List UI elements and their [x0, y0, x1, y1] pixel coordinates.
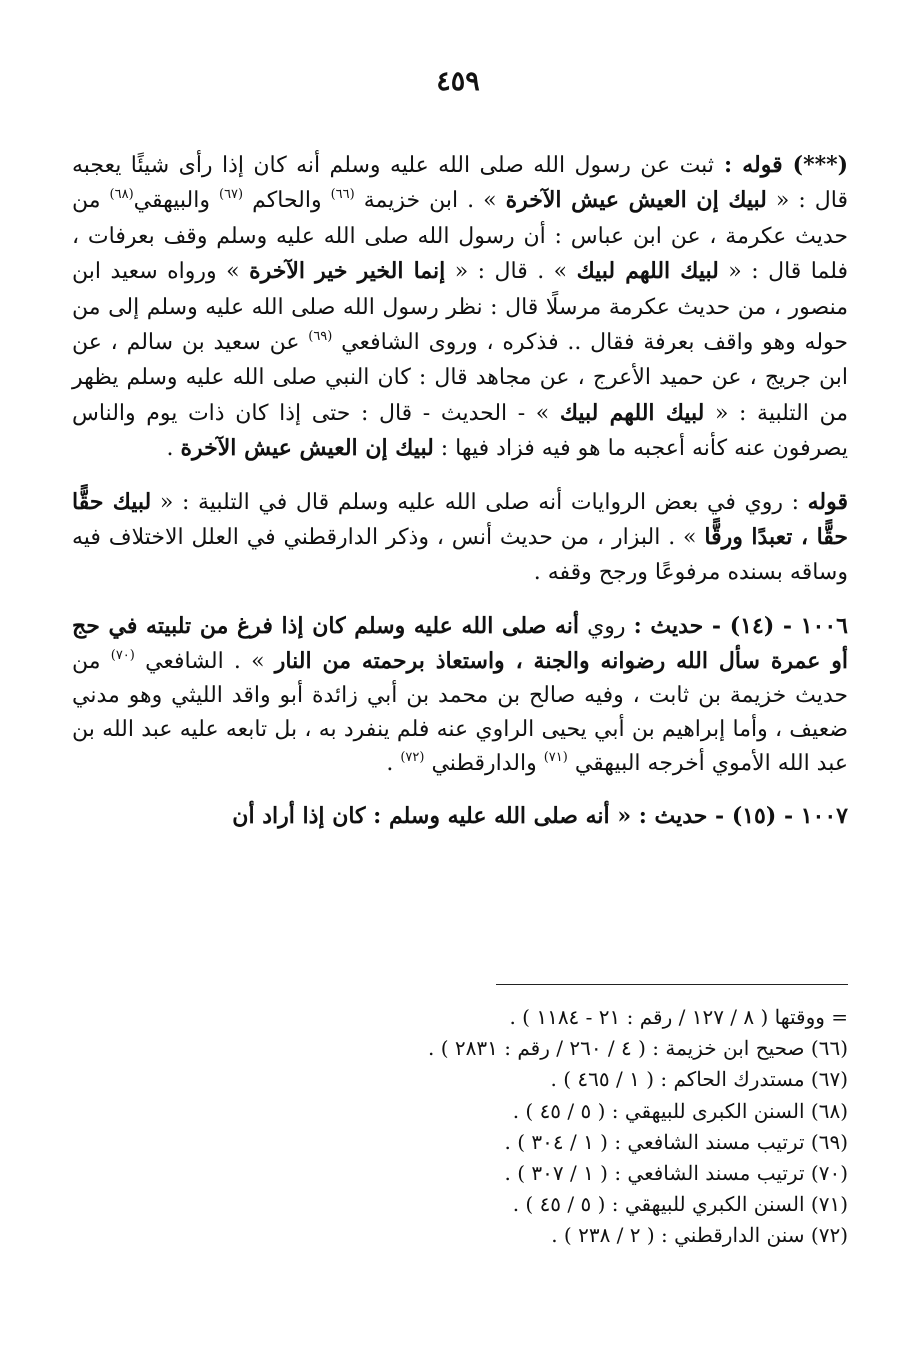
text-run: » . الشافعي [134, 648, 275, 674]
text-run: : روي في بعض الروايات أنه صلى الله عليه وسلم قال في التلبية : « [151, 489, 808, 515]
bold-text: (***) قوله : [713, 152, 848, 178]
bold-text: لبيك إن العيش عيش الآخرة [180, 435, 434, 462]
text-run: » ورواه سعيد ابن منصور ، من حديث عكرمة مرسلًا قال : نظر رسول الله صلى الله عليه وسلم إلى من حوله وهو واقف بعرفة فقال .. فذكره ، وروى الشافعي [72, 259, 848, 356]
text-run: من حديث خزيمة بن ثابت ، وفيه صالح بن محمد بن أبي زائدة أبو واقد الليثي وهو مدني ضعيف ، وأما إبراهيم بن أبي يحيى الراوي عنه فلم ينفرد به ، بل تابعه عليه عبد الله بن عبد الله الأموي أخرجه البيهقي [72, 648, 848, 776]
footnote-ref: (٦٦) [330, 187, 355, 203]
paragraph [72, 148, 848, 467]
text-run: » . ابن خزيمة [354, 188, 506, 214]
main-text [72, 148, 848, 834]
footnote: (٦٧) مستدرك الحاكم : ( ١ / ٤٦٥ ) . [550, 1067, 848, 1092]
paragraph [72, 609, 848, 781]
paragraph [72, 485, 848, 591]
text-run: والبيهقي [133, 188, 219, 214]
text-run: من حديث عكرمة ، عن ابن عباس : أن رسول الله صلى الله عليه وسلم وقف بعرفات ، فلما قال : « [72, 188, 848, 285]
text-run: روي [579, 613, 634, 639]
page-number: ٤٥٩ [436, 66, 480, 97]
text-run: عن سعيد بن سالم ، عن ابن جريج ، عن حميد الأعرج ، عن مجاهد قال : كان النبي صلى الله عليه وسلم يظهر من التلبية : « [72, 330, 848, 426]
footnote-ref: (٧١) [543, 749, 568, 765]
footnote: (٦٨) السنن الكبرى للبيهقي : ( ٥ / ٤٥ ) . [512, 1098, 848, 1123]
footnote: (٧١) السنن الكبري للبيهقي : ( ٥ / ٤٥ ) . [512, 1192, 848, 1217]
text-run: » . البزار ، من حديث أنس ، وذكر الدارقطني في العلل الاختلاف فيه وساقه بسنده مرفوعًا ورجح وقفه . [72, 525, 848, 586]
footnote-separator [496, 984, 848, 985]
bold-text: إنما الخير خير الآخرة [249, 258, 446, 285]
footnote-ref: (٧٠) [110, 647, 135, 663]
bold-text: ١٠٠٧ - (١٥) - حديث : « أنه صلى الله عليه وسلم : كان إذا أراد أن [232, 802, 848, 829]
footnote: (٧٠) ترتيب مسند الشافعي : ( ١ / ٣٠٧ ) . [504, 1161, 848, 1186]
bold-text: ١٠٠٦ - (١٤) - حديث : [633, 612, 848, 639]
text-run: والحاكم [243, 188, 331, 214]
footnote: (٧٢) سنن الدارقطني : ( ٢ / ٢٣٨ ) . [551, 1223, 848, 1248]
text-run: » - الحديث - قال : حتى إذا كان ذات يوم والناس يصرفون عنه كأنه أعجبه ما هو فيه فزاد فيها : [72, 400, 848, 462]
footnote-ref: (٦٩) [308, 329, 333, 345]
text-run: » . قال : « [445, 259, 577, 285]
bold-text: أنه صلى الله عليه وسلم كان إذا فرغ من تلبيته في حج أو عمرة سأل الله رضوانه والجنة ، واستعاذ برحمته من النار [72, 612, 848, 674]
bold-text: لبيك اللهم لبيك [576, 258, 719, 285]
bold-text: لبيك إن العيش عيش الآخرة [505, 187, 767, 214]
text-run: ثبت عن رسول الله صلى الله عليه وسلم أنه كان إذا رأى شيئًا يعجبه قال : « [72, 153, 848, 214]
text-run: . [166, 436, 181, 462]
text-run: . [386, 750, 401, 776]
bold-text: لبيك اللهم لبيك [559, 399, 705, 426]
bold-text: لبيك حقًّا حقًّا ، تعبدًا ورقًّا [72, 488, 849, 551]
text-run: والدارقطني [424, 750, 544, 776]
bold-text: قوله [807, 488, 848, 515]
footnote: = ووقتها ( ٨ / ١٢٧ / رقم : ٢١ - ١١٨٤ ) . [509, 1005, 848, 1029]
footnote-ref: (٦٨) [109, 187, 134, 203]
footnote-ref: (٦٧) [219, 187, 244, 203]
footnotes-list [300, 1002, 848, 1252]
footnote-ref: (٧٢) [400, 749, 425, 765]
paragraph [72, 799, 848, 834]
footnote: (٦٦) صحيح ابن خزيمة : ( ٤ / ٢٦٠ / رقم : ٢٨٣١ ) . [428, 1036, 848, 1061]
footnote: (٦٩) ترتيب مسند الشافعي : ( ١ / ٣٠٤ ) . [504, 1129, 848, 1154]
